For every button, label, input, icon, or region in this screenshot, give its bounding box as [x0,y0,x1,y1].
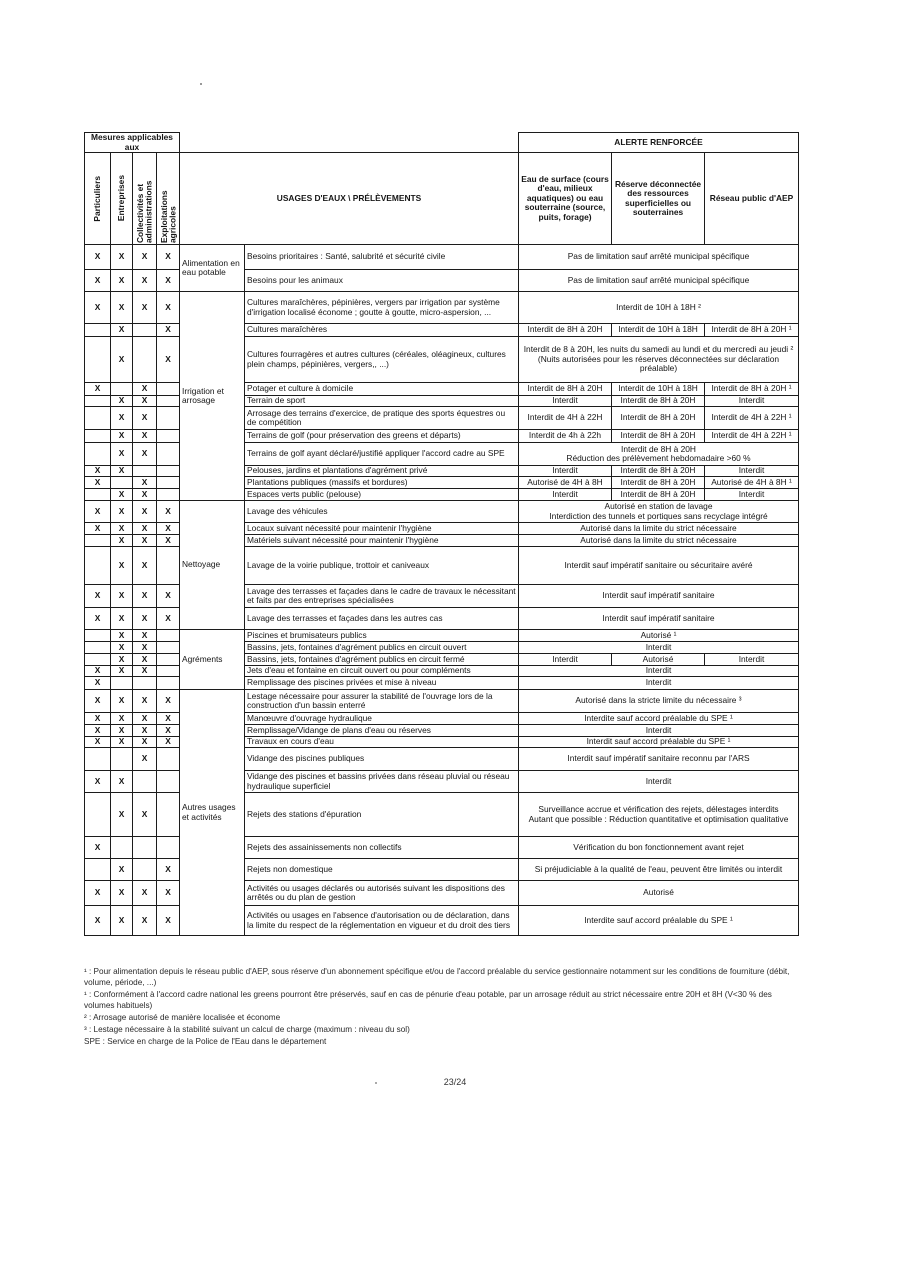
usage-cell: Remplissage/Vidange de plans d'eau ou réserves [245,725,519,737]
category-cell: Irrigation et arrosage [180,292,245,501]
applicability-mark [157,793,180,837]
measure-cell [519,535,799,547]
applicability-mark [157,771,180,793]
measure-cell [519,270,799,292]
col-particuliers: Particuliers [85,153,111,245]
measure-text-secondary: Interdiction des tunnels et portiques sans recyclage intégré [549,510,768,521]
applicability-mark: X [85,523,111,535]
applicability-mark: X [133,608,157,630]
applicability-mark: X [133,396,157,407]
applicability-mark: X [85,666,111,677]
applicability-mark [85,430,111,443]
applicability-mark: X [85,270,111,292]
subcol-reserve: Réserve déconnectée des ressources superficielles ou souterraines [612,153,705,245]
measure-cell [519,690,799,713]
measure-text: Autorisé ¹ [640,629,677,640]
measure-text: Surveillance accrue et vérification des rejets, délestages interdits [538,804,779,815]
measure-text-secondary: Autant que possible : Réduction quantitative et optimisation qualitative [528,813,789,824]
applicability-mark: X [157,292,180,324]
category-cell: Agréments [180,630,245,690]
applicability-mark: X [85,881,111,906]
applicability-mark: X [111,906,133,936]
usage-cell: Lavage des véhicules [245,501,519,523]
usage-cell: Rejets non domestique [245,859,519,881]
measure-cell: Interdit [705,654,799,666]
applicability-mark: X [133,690,157,713]
regulation-document [84,132,798,936]
applicability-mark: X [111,443,133,466]
usage-cell: Besoins prioritaires : Santé, salubrité et sécurité civile [245,245,519,270]
measure-cell [519,793,799,837]
applicability-mark [85,324,111,337]
subcol-aep: Réseau public d'AEP [705,153,799,245]
applicability-mark [157,654,180,666]
alert-header: ALERTE RENFORCÉE [519,133,799,153]
applicability-mark: X [133,585,157,608]
measure-cell [519,443,799,466]
measure-cell: Interdit de 8H à 20H ¹ [705,383,799,396]
usage-cell: Cultures maraîchères [245,324,519,337]
applicability-mark: X [157,535,180,547]
measure-cell [519,881,799,906]
usage-cell: Arrosage des terrains d'exercice, de pratique des sports équestres ou de compétition [245,407,519,430]
applicability-mark: X [157,585,180,608]
page-number: 23/24 [443,1077,467,1087]
applicability-mark [85,630,111,642]
applicability-mark [157,748,180,771]
applicability-mark: X [133,642,157,654]
applicability-mark [85,337,111,383]
usage-cell: Cultures maraîchères, pépinières, vergers par irrigation par système d'irrigation localisé économe ; goutte à goutte, micro-aspersion, ... [245,292,519,324]
usage-cell: Pelouses, jardins et plantations d'agrément privé [245,466,519,477]
measure-cell: Interdit de 8H à 20H [612,430,705,443]
applicability-mark: X [157,337,180,383]
applicability-mark: X [85,906,111,936]
applicability-mark: X [85,713,111,725]
applicability-mark: X [133,535,157,547]
footnote: ³ : Lestage nécessaire à la stabilité suivant un calcul de charge (maximum : niveau du sol) [84,1025,410,1035]
measure-cell: Autorisé [612,654,705,666]
applicability-mark [157,837,180,859]
applicability-mark [133,859,157,881]
applicability-mark: X [111,466,133,477]
measure-text-secondary: (Nuits autorisées pour les réserves déconnectées sur déclaration préalable) [537,353,780,374]
applicability-mark [157,407,180,430]
applicability-mark: X [111,771,133,793]
footnote: SPE : Service en charge de la Police de l'Eau dans le département [84,1037,327,1047]
water-restrictions-table [84,132,799,936]
usage-cell: Bassins, jets, fontaines d'agrément publics en circuit fermé [245,654,519,666]
measure-cell [519,748,799,771]
measure-cell [519,337,799,383]
applicability-mark [157,547,180,585]
measure-cell: Interdit de 8H à 20H [519,324,612,337]
applicability-mark [133,771,157,793]
applicability-mark: X [157,713,180,725]
footnote: ¹ : Pour alimentation depuis le réseau public d'AEP, sous réserve d'un abonnement spécifique et/ou de l'accord préalable du service gestionnaire notamment sur les conditions de fourniture (débit, volume, période, ...) [84,967,790,988]
measure-text: Vérification du bon fonctionnement avant rejet [573,841,744,852]
applicability-mark: X [111,881,133,906]
footnote: ² : Arrosage autorisé de manière localisée et économe [84,1013,281,1023]
applicability-mark: X [111,292,133,324]
applicability-mark [157,477,180,489]
measure-text: Autorisé dans la stricte limite du nécessaire ³ [575,695,742,706]
applicability-mark: X [133,666,157,677]
applicability-mark: X [133,270,157,292]
applicability-mark: X [133,245,157,270]
measure-cell [519,737,799,748]
applicability-mark: X [133,547,157,585]
applicability-mark: X [111,725,133,737]
measure-cell [519,677,799,690]
applicability-mark: X [111,608,133,630]
measure-text: Interdit [645,724,672,735]
applicability-mark: X [157,245,180,270]
applicability-mark: X [85,737,111,748]
applicability-mark [133,337,157,383]
applicability-mark: X [111,337,133,383]
applicability-mark: X [111,396,133,407]
applicability-mark: X [85,585,111,608]
applicability-mark: X [157,725,180,737]
applicability-mark: X [157,859,180,881]
applicability-mark: X [133,501,157,523]
applicability-mark: X [133,477,157,489]
applicability-mark: X [111,642,133,654]
table-row [85,630,799,642]
usage-cell: Terrain de sport [245,396,519,407]
measure-text: Interdit sauf impératif sanitaire ou sécuritaire avéré [564,559,753,570]
applicability-mark: X [85,725,111,737]
usage-cell: Travaux en cours d'eau [245,737,519,748]
measure-cell [519,859,799,881]
applicability-mark: X [157,690,180,713]
applicability-mark: X [157,608,180,630]
category-cell: Alimentation en eau potable [180,245,245,292]
applicability-mark: X [133,906,157,936]
applicability-mark [111,677,133,690]
measure-cell [519,501,799,523]
applicable-header: Mesures applicables aux [85,133,180,153]
applicability-mark: X [157,501,180,523]
applicability-mark [157,677,180,690]
applicability-mark [157,383,180,396]
measure-cell: Interdit de 8H à 20H ¹ [705,324,799,337]
applicability-mark: X [133,725,157,737]
applicability-mark: X [111,547,133,585]
measure-text: Interdit [645,641,672,652]
measure-cell: Interdit [705,489,799,501]
usage-cell: Lavage des terrasses et façades dans le cadre de travaux le nécessitant et faits par des entreprises spécialisées [245,585,519,608]
applicability-mark: X [133,489,157,501]
measure-cell: Interdit de 8H à 20H [519,383,612,396]
measure-text: Autorisé [643,887,674,898]
applicability-mark [111,383,133,396]
applicability-mark: X [157,523,180,535]
measure-cell [519,523,799,535]
applicability-mark: X [133,443,157,466]
applicability-mark: X [85,245,111,270]
table-row [85,245,799,270]
measure-cell [519,245,799,270]
usage-cell: Activités ou usages déclarés ou autorisés suivant les dispositions des arrêtés ou du plan de gestion [245,881,519,906]
measure-text: Interdit [645,775,672,786]
category-cell: Nettoyage [180,501,245,630]
table-row [85,501,799,523]
applicability-mark [157,489,180,501]
measure-text: Interdit de 10H à 18H ² [616,301,701,312]
applicability-mark: X [111,666,133,677]
usage-cell: Manœuvre d'ouvrage hydraulique [245,713,519,725]
measure-cell: Interdit de 8H à 20H [612,489,705,501]
applicability-mark [85,407,111,430]
measure-cell: Autorisé de 4H à 8H ¹ [705,477,799,489]
usage-cell: Remplissage des piscines privées et mise à niveau [245,677,519,690]
applicability-mark [85,535,111,547]
applicability-mark: X [111,690,133,713]
usage-cell: Piscines et brumisateurs publics [245,630,519,642]
applicability-mark [157,630,180,642]
applicability-mark: X [133,793,157,837]
measure-text: Si préjudiciable à la qualité de l'eau, peuvent être limités ou interdit [534,863,783,874]
measure-cell: Interdit de 4h à 22h [519,430,612,443]
measure-cell [519,630,799,642]
usage-cell: Plantations publiques (massifs et bordures) [245,477,519,489]
usage-cell: Vidange des piscines et bassins privées dans réseau pluvial ou réseau hydraulique superficiel [245,771,519,793]
applicability-mark: X [133,737,157,748]
footnote: ¹ : Conformément à l'accord cadre national les greens pourront être préservés, sauf en cas de pénurie d'eau potable, par un arrosage réduit au strict nécessaire entre 20H et 8H (V<30 % des volumes habituels) [84,990,772,1011]
applicability-mark: X [133,383,157,396]
applicability-mark: X [133,630,157,642]
measure-cell [519,642,799,654]
measure-cell [519,547,799,585]
measure-text: Interdite sauf accord préalable du SPE ¹ [584,712,733,723]
subcol-surface: Eau de surface (cours d'eau, milieux aquatiques) ou eau souterraine (source, puits, forage) [519,153,612,245]
applicability-mark [157,396,180,407]
col-collectivites: Collectivités et administrations [133,153,157,245]
measure-cell: Interdit [519,489,612,501]
applicability-mark: X [133,881,157,906]
measure-cell [519,906,799,936]
applicability-mark: X [157,737,180,748]
measure-cell: Interdit [519,654,612,666]
applicability-mark: X [133,523,157,535]
applicability-mark [85,654,111,666]
usage-cell: Locaux suivant nécessité pour maintenir l'hygiène [245,523,519,535]
measure-cell [519,725,799,737]
table-row [85,690,799,713]
measure-text: Interdit sauf accord préalable du SPE ¹ [586,736,731,747]
measure-text: Pas de limitation sauf arrêté municipal spécifique [567,274,750,285]
applicability-mark [157,443,180,466]
measure-cell: Interdit de 4H à 22H ¹ [705,407,799,430]
applicability-mark: X [111,713,133,725]
measure-cell: Interdit [705,466,799,477]
applicability-mark: X [85,292,111,324]
measure-cell [519,585,799,608]
applicability-mark: X [111,585,133,608]
measure-text: Interdit sauf impératif sanitaire reconnu par l'ARS [567,753,750,764]
measure-text: Pas de limitation sauf arrêté municipal spécifique [567,251,750,262]
measure-cell: Interdit [519,396,612,407]
applicability-mark [85,748,111,771]
applicability-mark [133,677,157,690]
applicability-mark [157,430,180,443]
measure-text: Interdit sauf impératif sanitaire [602,590,715,601]
measure-text-secondary: Réduction des prélèvement hebdomadaire >60 % [566,453,751,463]
usage-cell: Besoins pour les animaux [245,270,519,292]
usage-cell: Espaces verts public (pelouse) [245,489,519,501]
applicability-mark: X [85,690,111,713]
col-entreprises: Entreprises [111,153,133,245]
measure-cell [519,771,799,793]
applicability-mark: X [133,654,157,666]
usage-cell: Rejets des stations d'épuration [245,793,519,837]
applicability-mark: X [111,523,133,535]
usage-cell: Lavage des terrasses et façades dans les autres cas [245,608,519,630]
usage-cell: Terrains de golf (pour préservation des greens et départs) [245,430,519,443]
applicability-mark: X [133,748,157,771]
applicability-mark: X [85,677,111,690]
measure-cell [519,837,799,859]
measure-text: Interdit de 8 à 20H, les nuits du samedi au lundi et du mercredi au jeudi ² [523,344,794,355]
measure-cell: Interdit [705,396,799,407]
applicability-mark [85,489,111,501]
applicability-mark: X [111,489,133,501]
applicability-mark [85,396,111,407]
usage-cell: Bassins, jets, fontaines d'agrément publics en circuit ouvert [245,642,519,654]
applicability-mark [133,324,157,337]
measure-cell: Interdit de 4H à 22H [519,407,612,430]
measure-text: Autorisé dans la limite du strict nécessaire [580,534,737,545]
applicability-mark [85,793,111,837]
applicability-mark: X [111,535,133,547]
measure-cell: Interdit de 10H à 18H [612,324,705,337]
applicability-mark: X [133,407,157,430]
applicability-mark: X [85,501,111,523]
category-cell: Autres usages et activités [180,690,245,936]
applicability-mark [157,642,180,654]
applicability-mark [111,837,133,859]
measure-text: Interdit sauf impératif sanitaire [602,612,715,623]
applicability-mark [111,477,133,489]
usage-cell: Lavage de la voirie publique, trottoir et caniveaux [245,547,519,585]
usage-cell: Activités ou usages en l'absence d'autorisation ou de déclaration, dans la limite du respect de la réglementation en vigueur et du droit des tiers [245,906,519,936]
applicability-mark: X [111,654,133,666]
applicability-mark: X [133,713,157,725]
measure-cell: Interdit de 8H à 20H [612,396,705,407]
measure-text: Autorisé dans la limite du strict nécessaire [580,522,737,533]
applicability-mark [133,837,157,859]
usages-header: USAGES D'EAUX \ PRÉLÈVEMENTS [180,153,519,245]
applicability-mark [111,748,133,771]
measure-cell [519,292,799,324]
applicability-mark [85,859,111,881]
applicability-mark: X [85,608,111,630]
usage-cell: Matériels suivant nécessité pour maintenir l'hygiène [245,535,519,547]
applicability-mark: X [111,245,133,270]
measure-cell: Interdit de 8H à 20H [612,466,705,477]
applicability-mark: X [157,906,180,936]
applicability-mark: X [85,477,111,489]
col-exploitations: Exploitations agricoles [157,153,180,245]
measure-cell: Interdit de 10H à 18H [612,383,705,396]
applicability-mark: X [111,501,133,523]
measure-text: Interdit de 8H à 20H [621,443,696,454]
measure-cell: Interdit [519,466,612,477]
applicability-mark [85,642,111,654]
measure-cell: Interdit de 8H à 20H [612,477,705,489]
measure-text: Autorisé en station de lavage [604,501,713,512]
applicability-mark: X [111,407,133,430]
applicability-mark: X [157,881,180,906]
usage-cell: Vidange des piscines publiques [245,748,519,771]
applicability-mark: X [111,324,133,337]
applicability-mark: X [111,630,133,642]
usage-cell: Rejets des assainissements non collectifs [245,837,519,859]
applicability-mark: X [85,466,111,477]
applicability-mark: X [111,793,133,837]
usage-cell: Cultures fourragères et autres cultures (céréales, oléagineux, cultures plein champs, pépinières, vergers,, ...) [245,337,519,383]
measure-cell: Interdit de 8H à 20H [612,407,705,430]
applicability-mark: X [133,430,157,443]
applicability-mark [133,466,157,477]
applicability-mark: X [157,270,180,292]
usage-cell: Potager et culture à domicile [245,383,519,396]
measure-cell [519,713,799,725]
applicability-mark [85,443,111,466]
usage-cell: Jets d'eau et fontaine en circuit ouvert ou pour compléments [245,666,519,677]
measure-cell [519,666,799,677]
table-row [85,292,799,324]
applicability-mark [157,666,180,677]
applicability-mark: X [85,771,111,793]
applicability-mark: X [157,324,180,337]
applicability-mark: X [85,837,111,859]
measure-text: Interdite sauf accord préalable du SPE ¹ [584,914,733,925]
measure-text: Interdit [645,677,672,688]
applicability-mark: X [111,270,133,292]
usage-cell: Terrains de golf ayant déclaré/justifié appliquer l'accord cadre au SPE [245,443,519,466]
scan-speck [200,83,202,85]
measure-cell: Interdit de 4H à 22H ¹ [705,430,799,443]
applicability-mark: X [111,859,133,881]
applicability-mark: X [111,430,133,443]
usage-cell: Lestage nécessaire pour assurer la stabilité de l'ouvrage lors de la construction d'un bassin enterré [245,690,519,713]
applicability-mark: X [85,383,111,396]
measure-text: Interdit [645,665,672,676]
footnotes [84,966,804,1048]
measure-cell [519,608,799,630]
applicability-mark: X [133,292,157,324]
applicability-mark [85,547,111,585]
applicability-mark: X [111,737,133,748]
measure-cell: Autorisé de 4H à 8H [519,477,612,489]
applicability-mark [157,466,180,477]
